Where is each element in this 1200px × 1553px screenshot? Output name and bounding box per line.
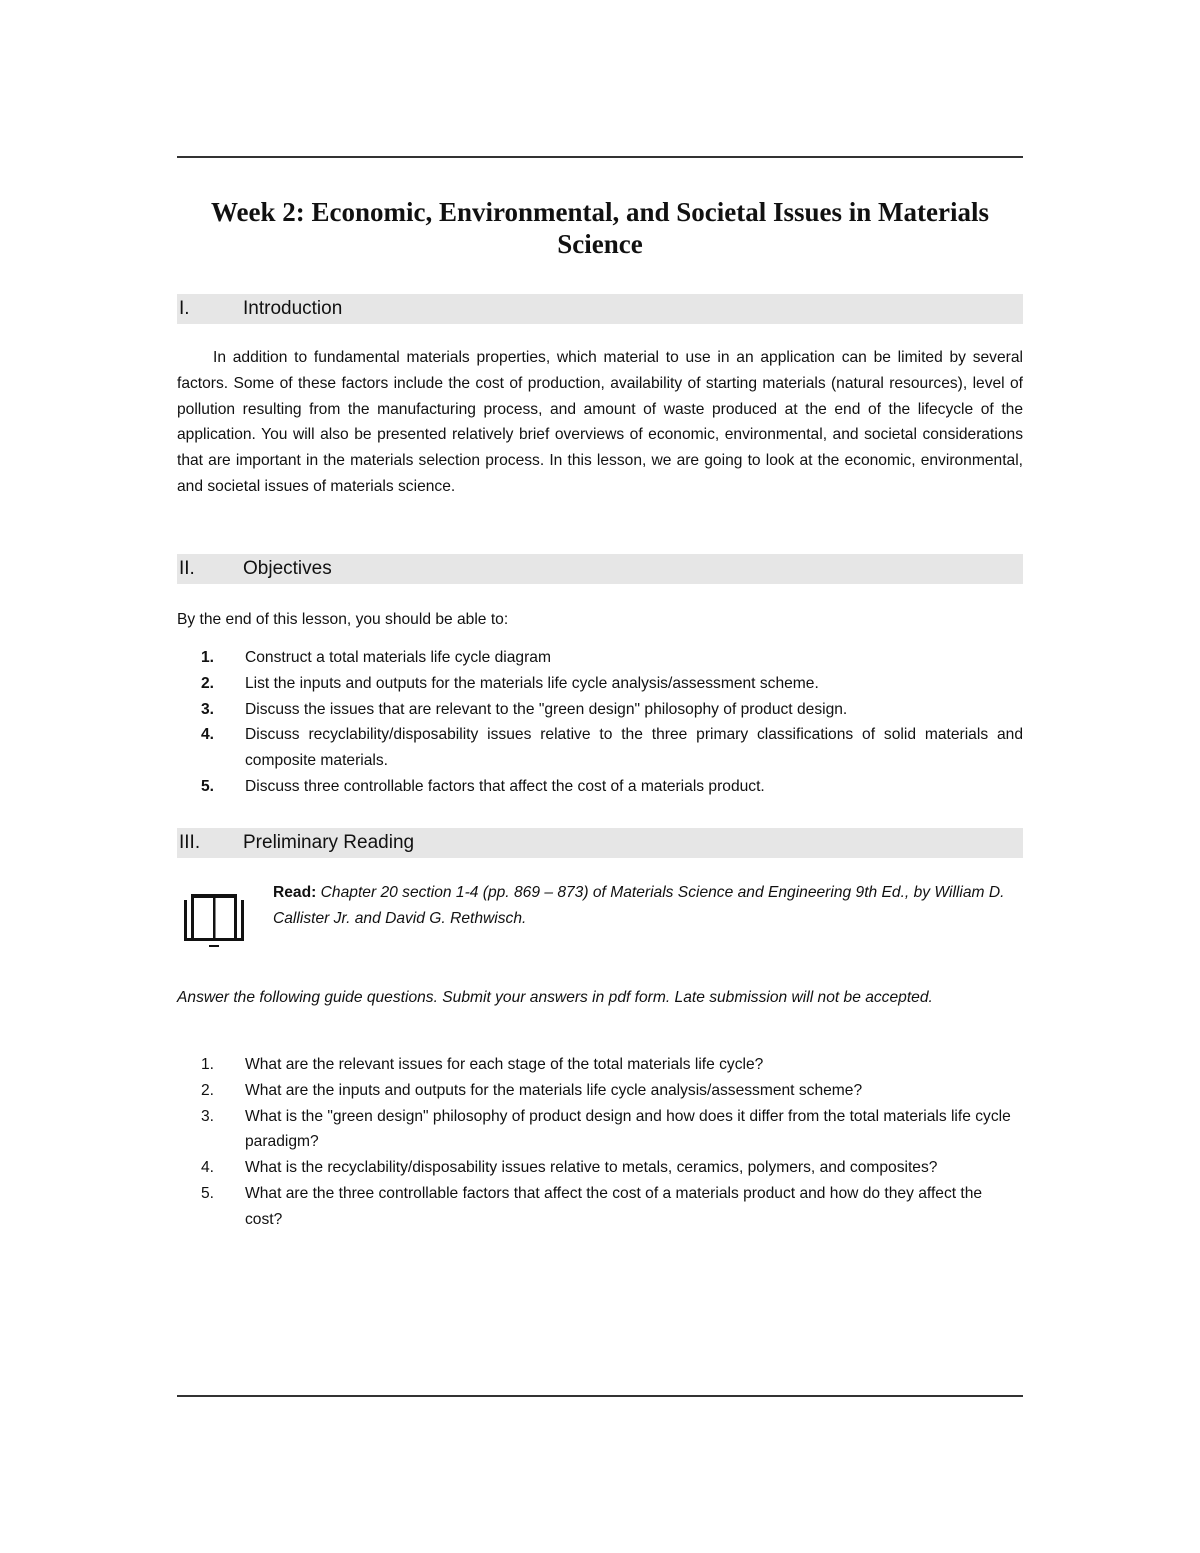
reading-text: Chapter 20 section 1-4 (pp. 869 – 873) of Materials Science and Engineering 9th Ed., by William D. Callister Jr. and David G. Rethwisch. xyxy=(273,884,1005,927)
list-item xyxy=(177,1155,1023,1181)
item-text: Discuss the issues that are relevant to the "green design" philosophy of product design. xyxy=(245,700,848,718)
item-number: 4. xyxy=(201,1159,215,1177)
item-number: 2. xyxy=(201,674,215,692)
item-number: 5. xyxy=(201,1184,215,1202)
section-label: Preliminary Reading xyxy=(243,832,415,853)
section-number: III. xyxy=(179,832,201,853)
item-text: What is the recyclability/disposability issues relative to metals, ceramics, polymers, and composites? xyxy=(245,1159,938,1177)
section-heading-objectives xyxy=(177,554,1023,584)
item-text: Discuss recyclability/disposability issues relative to the three primary classifications of solid materials and composite materials. xyxy=(245,726,1023,770)
reading-assignment xyxy=(273,880,1023,932)
item-text: What are the relevant issues for each stage of the total materials life cycle? xyxy=(245,1056,764,1073)
section-heading-reading xyxy=(177,828,1023,858)
item-number: 3. xyxy=(201,700,215,718)
list-item xyxy=(177,671,1023,697)
objectives-lead: By the end of this lesson, you should be able to: xyxy=(177,611,509,628)
book-icon xyxy=(183,888,245,948)
item-text: Discuss three controllable factors that affect the cost of a materials product. xyxy=(245,777,765,795)
header-rule xyxy=(177,156,1023,158)
list-item xyxy=(177,722,1023,774)
item-number: 5. xyxy=(201,777,215,795)
item-number: 1. xyxy=(201,1056,215,1073)
item-number: 3. xyxy=(201,1107,215,1125)
objectives-list xyxy=(177,645,1023,800)
questions-list xyxy=(177,1052,1023,1233)
page-title: Week 2: Economic, Environmental, and Societal Issues in Materials Science xyxy=(210,197,989,259)
list-item xyxy=(177,1078,1023,1104)
item-text: List the inputs and outputs for the materials life cycle analysis/assessment scheme. xyxy=(245,674,819,692)
item-text: What is the "green design" philosophy of product design and how does it differ from the total materials life cycle paradigm? xyxy=(245,1107,1011,1151)
item-text: What are the three controllable factors that affect the cost of a materials product and how do they affect the cost? xyxy=(245,1184,983,1228)
list-item xyxy=(177,1104,1023,1156)
item-number: 1. xyxy=(201,649,215,666)
list-item xyxy=(177,1052,1023,1078)
footer-rule xyxy=(177,1395,1023,1397)
list-item xyxy=(177,697,1023,723)
item-text: Construct a total materials life cycle diagram xyxy=(245,649,551,666)
item-number: 4. xyxy=(201,726,215,744)
list-item xyxy=(177,774,1023,800)
section-number: II. xyxy=(179,558,195,579)
item-text: What are the inputs and outputs for the materials life cycle analysis/assessment scheme? xyxy=(245,1081,863,1099)
section-label: Introduction xyxy=(243,298,343,319)
list-item xyxy=(177,1181,1023,1233)
intro-paragraph: In addition to fundamental materials properties, which material to use in an application can be limited by several factors. Some of these factors include the cost of production, availability of starting materials (natural resources), level of pollution resulting from the manufacturing process, and amount of waste produced at the end of the lifecycle of the application. You will also be presented relatively brief overviews of economic, environmental, and societal considerations that are important in the materials selection process. In this lesson, we are going to look at the economic, environmental, and societal issues of materials science. xyxy=(177,349,1023,495)
section-label: Objectives xyxy=(243,558,332,579)
item-number: 2. xyxy=(201,1081,215,1099)
list-item xyxy=(177,645,1023,671)
read-label: Read: xyxy=(273,884,317,901)
section-number: I. xyxy=(179,298,190,319)
section-heading-introduction xyxy=(177,294,1023,324)
instructions: Answer the following guide questions. Submit your answers in pdf form. Late submission will not be accepted. xyxy=(177,989,933,1006)
